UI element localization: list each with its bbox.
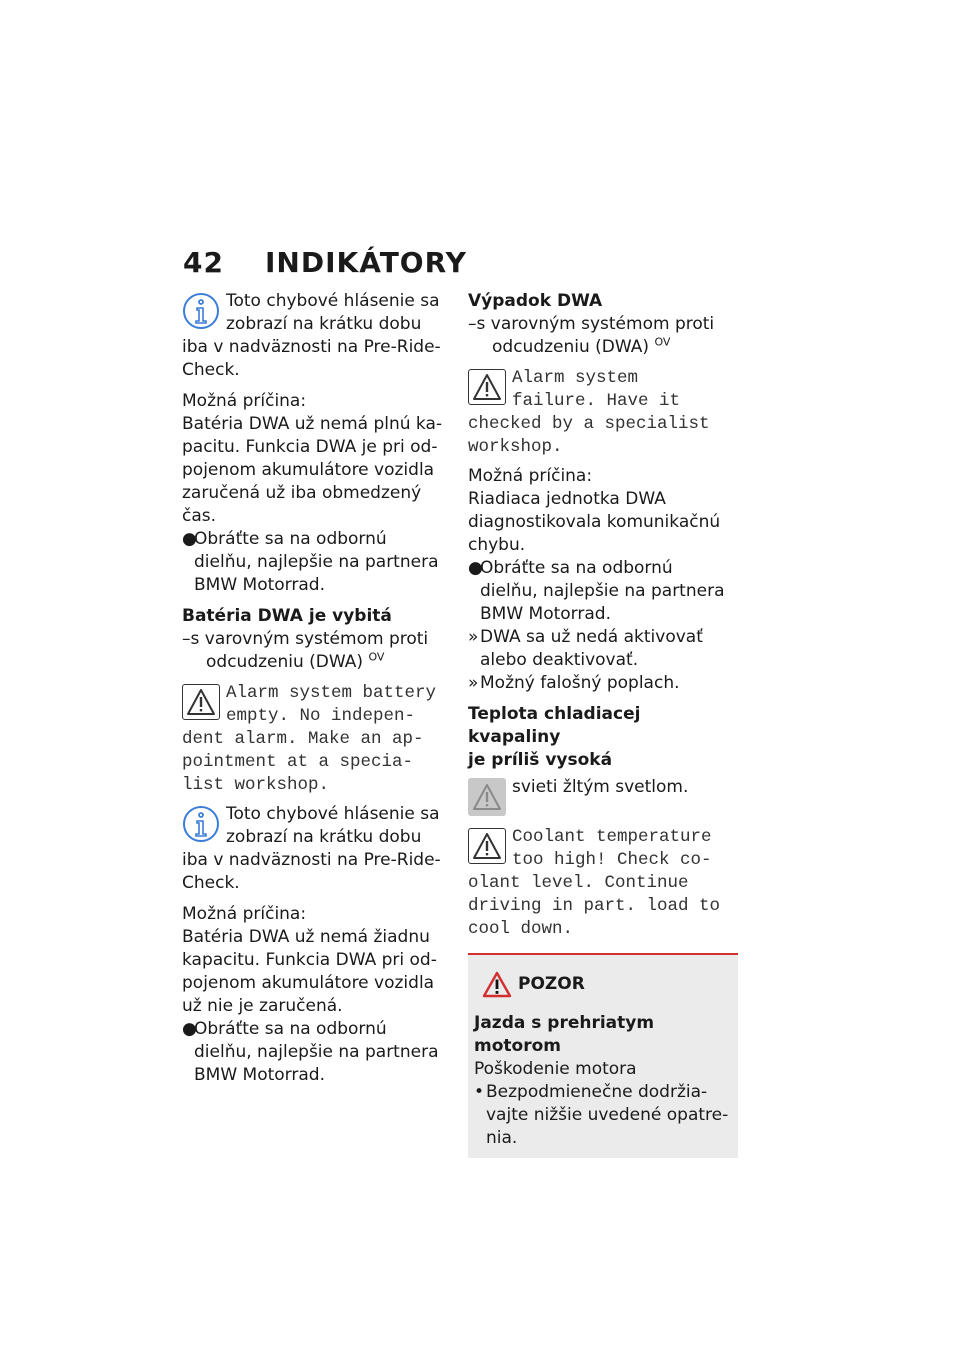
item-line: Bezpodmienečne dodržia- [486, 1082, 708, 1102]
item-line: Obráťte sa na odbornú [480, 558, 673, 578]
section-heading-coolant [468, 703, 738, 772]
action-list-1 [182, 528, 448, 597]
action-list-2 [182, 1018, 448, 1087]
cause-2-line: už nie je zaručená. [182, 996, 343, 1016]
item-line: Možný falošný poplach. [480, 673, 680, 693]
bullet-icon: • [474, 1082, 485, 1102]
list-item [468, 557, 738, 580]
message-line: Coolant temperature [512, 827, 712, 847]
list-item [182, 528, 448, 551]
caution-label: POZOR [518, 974, 585, 994]
caution-title [482, 971, 730, 998]
list-item [182, 1018, 448, 1041]
list-item [182, 574, 448, 597]
page-header [183, 246, 467, 279]
item-line: BMW Motorrad. [194, 1065, 325, 1085]
cause-text [468, 488, 738, 557]
page-number: 42 [183, 246, 224, 279]
condition-text: s varovným systémom proti odcudzeniu (DWA) [476, 314, 715, 357]
dwa-condition: –s varovným systémom proti odcudzeniu (DWA) $^{OV}$ [468, 314, 715, 357]
cause-1-line: zaručená už iba obmedzený [182, 483, 422, 503]
warning-box [182, 684, 220, 720]
option-mark: OV [368, 650, 385, 664]
list-item [182, 1064, 448, 1087]
message-line: pointment at a specia- [182, 752, 414, 772]
note-2-line-1: zobrazí na krátku dobu [226, 827, 422, 847]
item-line: Obráťte sa na odbornú [194, 1019, 387, 1039]
cause-1-line: pojenom akumulátore vozidla [182, 460, 435, 480]
cause-2-label: Možná príčina: [182, 904, 307, 924]
info-note-1 [182, 290, 448, 382]
warning-triangle-icon [186, 688, 216, 716]
cause-1-label: Možná príčina: [182, 391, 307, 411]
dwa-condition: –s varovným systémom proti odcudzeniu (DWA) $^{OV}$ [182, 629, 429, 672]
item-line: dielňu, najlepšie na partnera [194, 1042, 439, 1062]
message-line: failure. Have it [512, 391, 681, 411]
cause-2-line: pojenom akumulátore vozidla [182, 973, 435, 993]
cause-line: Riadiaca jednotka DWA [468, 489, 666, 509]
info-note-2 [182, 803, 448, 895]
message-line: checked by a specialist [468, 414, 710, 434]
cause-label: Možná príčina: [468, 466, 593, 486]
message-line: cool down. [468, 919, 574, 939]
left-column [182, 290, 448, 1095]
cause-1-line: Batéria DWA už nemá plnú ka- [182, 414, 443, 434]
warning-triangle-icon [472, 373, 502, 401]
cause-2-line: kapacitu. Funkcia DWA pri od- [182, 950, 437, 970]
message-line: too high! Check co- [512, 850, 712, 870]
heading-line: Teplota chladiacej kvapaliny [468, 704, 641, 747]
option-mark: OV [654, 335, 671, 349]
caution-list [474, 1081, 730, 1150]
message-line: olant level. Continue [468, 873, 689, 893]
note-2-line-2: iba v nadväznosti na Pre-Ride- [182, 850, 441, 870]
condition-text: s varovným systémom proti odcudzeniu (DWA) [190, 629, 429, 672]
note-1-line-3: Check. [182, 360, 240, 380]
list-item [182, 551, 448, 574]
message-line: driving in part. load to [468, 896, 721, 916]
item-line: DWA sa už nedá aktivovať [480, 627, 703, 647]
item-line: nia. [486, 1128, 518, 1148]
message-line: empty. No indepen- [226, 706, 416, 726]
display-message-battery [182, 682, 448, 797]
cause-1-text [182, 413, 448, 528]
caution-triangle-icon [482, 971, 512, 998]
warning-triangle-icon [472, 783, 502, 811]
bullet-icon: ● [468, 558, 483, 578]
caution-text: Poškodenie motora [474, 1059, 637, 1079]
item-line: alebo deaktivovať. [480, 650, 639, 670]
cause-1-line: čas. [182, 506, 217, 526]
item-line: BMW Motorrad. [194, 575, 325, 595]
note-2-line-3: Check. [182, 873, 240, 893]
note-1-line-1: zobrazí na krátku dobu [226, 314, 422, 334]
message-line: Alarm system [512, 368, 639, 388]
list-item [468, 603, 738, 626]
list-item [474, 1127, 730, 1150]
note-2-line-0: Toto chybové hlásenie sa [226, 804, 440, 824]
caution-box [468, 953, 738, 1158]
result-arrow-icon: » [468, 673, 479, 693]
item-line: vajte nižšie uvedené opatre- [486, 1105, 729, 1125]
cause-line: chybu. [468, 535, 526, 555]
cause-2-line: Batéria DWA už nemá žiadnu [182, 927, 430, 947]
result-arrow-icon: » [468, 627, 479, 647]
heading-line: je príliš vysoká [468, 750, 613, 770]
display-message-coolant [468, 826, 738, 941]
cause-2-text [182, 926, 448, 1018]
list-item [468, 649, 738, 672]
bullet-icon: ● [182, 529, 197, 549]
section-heading-battery-empty: Batéria DWA je vybitá [182, 606, 392, 626]
warning-box [468, 828, 506, 864]
right-column [468, 290, 738, 1158]
warning-box [468, 369, 506, 405]
message-line: workshop. [468, 437, 563, 457]
item-line: dielňu, najlepšie na partnera [480, 581, 725, 601]
chapter-title: INDIKÁTORY [265, 246, 467, 279]
list-item [468, 580, 738, 603]
cause-line: diagnostikovala komunikačnú [468, 512, 721, 532]
caution-heading: Jazda s prehriatym motorom [474, 1013, 655, 1056]
message-line: Alarm system battery [226, 683, 437, 703]
section-heading-dwa-failure: Výpadok DWA [468, 291, 603, 311]
list-item [182, 1041, 448, 1064]
item-line: dielňu, najlepšie na partnera [194, 552, 439, 572]
info-icon [182, 805, 220, 843]
info-icon [182, 292, 220, 330]
display-message-failure [468, 367, 738, 459]
bullet-icon: ● [182, 1019, 197, 1039]
message-line: dent alarm. Make an ap- [182, 729, 424, 749]
list-item [474, 1104, 730, 1127]
note-1-line-2: iba v nadväznosti na Pre-Ride- [182, 337, 441, 357]
indicator-lamp-row [468, 776, 738, 820]
action-list-3 [468, 557, 738, 695]
note-1-line-0: Toto chybové hlásenie sa [226, 291, 440, 311]
lamp-text: svieti žltým svetlom. [512, 777, 689, 797]
item-line: Obráťte sa na odbornú [194, 529, 387, 549]
message-line: list workshop. [182, 775, 330, 795]
warning-triangle-icon [472, 832, 502, 860]
item-line: BMW Motorrad. [480, 604, 611, 624]
list-item [474, 1081, 730, 1104]
list-item [468, 626, 738, 649]
list-item [468, 672, 738, 695]
indicator-lamp [468, 778, 506, 816]
cause-1-line: pacitu. Funkcia DWA je pri od- [182, 437, 438, 457]
